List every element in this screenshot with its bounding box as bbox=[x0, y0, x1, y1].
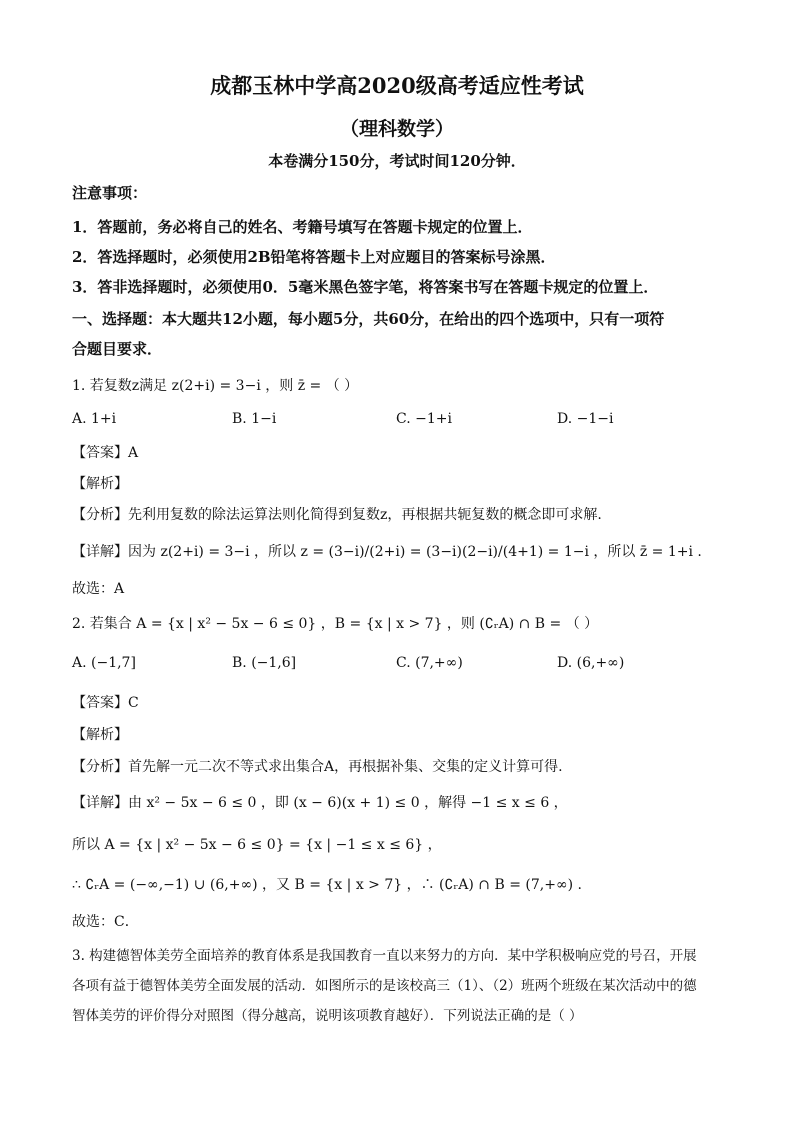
q2-option-c: C. (7,+∞) bbox=[396, 655, 463, 671]
note-item-3: 3．答非选择题时，必须使用0．5毫米黑色签字笔，将答案书写在答题卡规定的位置上． bbox=[72, 278, 659, 296]
q2-xiangjie-line3: ∴ ∁ᵣA = (−∞,−1) ∪ (6,+∞) ，又 B = {x | x > 7} ，∴ (∁ᵣA) ∩ B = (7,+∞) . bbox=[72, 877, 582, 893]
q2-answer: 【答案】C bbox=[72, 695, 139, 711]
q1-stem: 1. 若复数z满足 z(2+i) = 3−i ，则 z̄ = （ ） bbox=[72, 378, 359, 394]
q3-stem-line3: 智体美劳的评价得分对照图（得分越高，说明该项教育越好）．下列说法正确的是（ ） bbox=[72, 1008, 583, 1024]
q2-option-a: A. (−1,7] bbox=[72, 655, 136, 671]
q1-xiangjie: 【详解】因为 z(2+i) = 3−i ，所以 z = (3−i)/(2+i) = (3−i)(2−i)/(4+1) = 1−i ，所以 z̄ = 1+i . bbox=[72, 544, 702, 560]
q1-option-c: C. −1+i bbox=[396, 411, 452, 427]
q1-option-a: A. 1+i bbox=[72, 411, 117, 427]
q1-jiexi: 【解析】 bbox=[72, 476, 128, 492]
q2-xiangjie: 【详解】由 x² − 5x − 6 ≤ 0 ，即 (x − 6)(x + 1) ≤ 0 ，解得 −1 ≤ x ≤ 6 ， bbox=[72, 795, 568, 811]
score-line: 本卷满分150分，考试时间120分钟． bbox=[268, 152, 526, 170]
q1-option-d: D. −1−i bbox=[557, 411, 614, 427]
q1-guxuan: 故选：A bbox=[72, 581, 125, 597]
q1-answer: 【答案】A bbox=[72, 445, 139, 461]
note-item-2: 2．答选择题时，必须使用2B铅笔将答题卡上对应题目的答案标号涂黑． bbox=[72, 248, 556, 266]
q2-option-d: D. (6,+∞) bbox=[557, 655, 625, 671]
q1-fenxi: 【分析】先利用复数的除法运算法则化简得到复数z，再根据共轭复数的概念即可求解. bbox=[72, 507, 602, 523]
q2-jiexi: 【解析】 bbox=[72, 727, 128, 743]
q3-stem-line1: 3. 构建德智体美劳全面培养的教育体系是我国教育一直以来努力的方向．某中学积极响应党的号召，开展 bbox=[72, 948, 697, 964]
q2-xiangjie-line2: 所以 A = {x | x² − 5x − 6 ≤ 0} = {x | −1 ≤ x ≤ 6} ， bbox=[72, 837, 442, 853]
q2-fenxi: 【分析】首先解一元二次不等式求出集合A，再根据补集、交集的定义计算可得. bbox=[72, 759, 563, 775]
q2-guxuan: 故选：C． bbox=[72, 914, 139, 930]
exam-title: 成都玉林中学高2020级高考适应性考试 bbox=[210, 73, 584, 98]
exam-subtitle: （理科数学） bbox=[339, 118, 454, 140]
q3-stem-line2: 各项有益于德智体美劳全面发展的活动．如图所示的是该校高三（1）、（2）班两个班级在某次活动中的德 bbox=[72, 978, 697, 994]
notes-heading: 注意事项： bbox=[72, 184, 148, 202]
q2-option-b: B. (−1,6] bbox=[232, 655, 297, 671]
note-item-1: 1．答题前，务必将自己的姓名、考籍号填写在答题卡规定的位置上． bbox=[72, 218, 533, 236]
q2-stem: 2. 若集合 A = {x | x² − 5x − 6 ≤ 0} ，B = {x | x > 7} ，则 (∁ᵣA) ∩ B = （ ） bbox=[72, 616, 599, 632]
section1-heading: 一、选择题：本大题共12小题，每小题5分，共60分，在给出的四个选项中，只有一项符 bbox=[72, 310, 665, 328]
section1-heading-cont: 合题目要求． bbox=[72, 340, 163, 358]
q1-option-b: B. 1−i bbox=[232, 411, 277, 427]
